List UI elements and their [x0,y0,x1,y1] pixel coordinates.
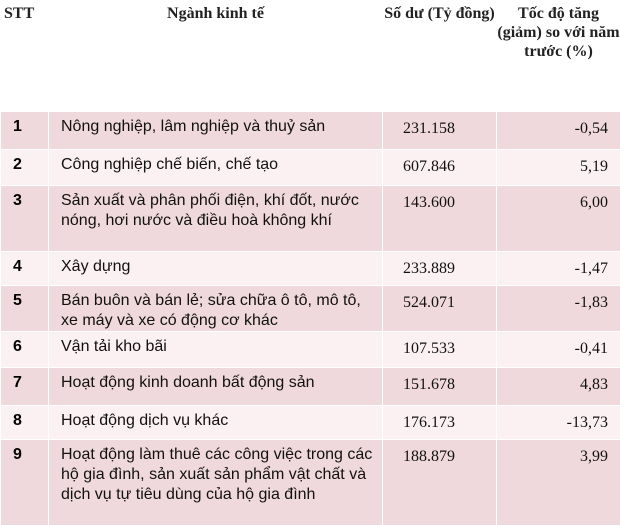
table-row [1,252,620,286]
row-sector: Hoạt động làm thuê các công việc trong các hộ gia đình, sản xuất sản phẩm vật chất và dịch vụ tự tiêu dùng của hộ gia đình [49,440,383,526]
row-growth: -13,73 [497,406,620,440]
row-balance: 524.071 [383,286,497,332]
header-row [1,1,620,112]
row-balance: 107.533 [383,332,497,368]
row-growth: 3,99 [497,440,620,526]
row-stt: 3 [1,186,49,252]
row-growth: -1,47 [497,252,620,286]
header-balance [383,1,497,112]
header-sector: Ngành kinh tế [49,1,383,112]
row-growth: -0,41 [497,332,620,368]
row-sector: Sản xuất và phân phối điện, khí đốt, nước nóng, hơi nước và điều hoà không khí [49,186,383,252]
row-sector: Hoạt động kinh doanh bất động sản [49,368,383,406]
row-stt: 5 [1,286,49,332]
row-stt: 1 [1,112,49,150]
row-growth: 5,19 [497,150,620,186]
table-row [1,332,620,368]
row-sector: Xây dựng [49,252,383,286]
header-growth [497,1,620,112]
row-growth: 4,83 [497,368,620,406]
row-balance: 143.600 [383,186,497,252]
row-growth: 6,00 [497,186,620,252]
row-growth: -1,83 [497,286,620,332]
row-balance: 233.889 [383,252,497,286]
table-row [1,150,620,186]
table-row [1,440,620,526]
row-balance: 176.173 [383,406,497,440]
row-balance: 151.678 [383,368,497,406]
table-row [1,112,620,150]
row-stt: 9 [1,440,49,526]
header-growth-text: Tốc độ tăng (giảm) so với năm trước (%) [497,5,619,60]
row-stt: 6 [1,332,49,368]
row-sector: Công nghiệp chế biến, chế tạo [49,150,383,186]
row-stt: 8 [1,406,49,440]
header-balance-text: Số dư (Tỷ đồng) [384,5,495,22]
row-balance: 231.158 [383,112,497,150]
row-sector: Vận tải kho bãi [49,332,383,368]
row-sector: Hoạt động dịch vụ khác [49,406,383,440]
row-stt: 4 [1,252,49,286]
table-row [1,186,620,252]
row-sector: Bán buôn và bán lẻ; sửa chữa ô tô, mô tô, xe máy và xe có động cơ khác [49,286,383,332]
table-row [1,368,620,406]
table-row [1,286,620,332]
row-stt: 2 [1,150,49,186]
row-sector: Nông nghiệp, lâm nghiệp và thuỷ sản [49,112,383,150]
row-stt: 7 [1,368,49,406]
row-balance: 607.846 [383,150,497,186]
row-balance: 188.879 [383,440,497,526]
row-growth: -0,54 [497,112,620,150]
header-stt: STT [1,1,49,112]
table-row [1,406,620,440]
